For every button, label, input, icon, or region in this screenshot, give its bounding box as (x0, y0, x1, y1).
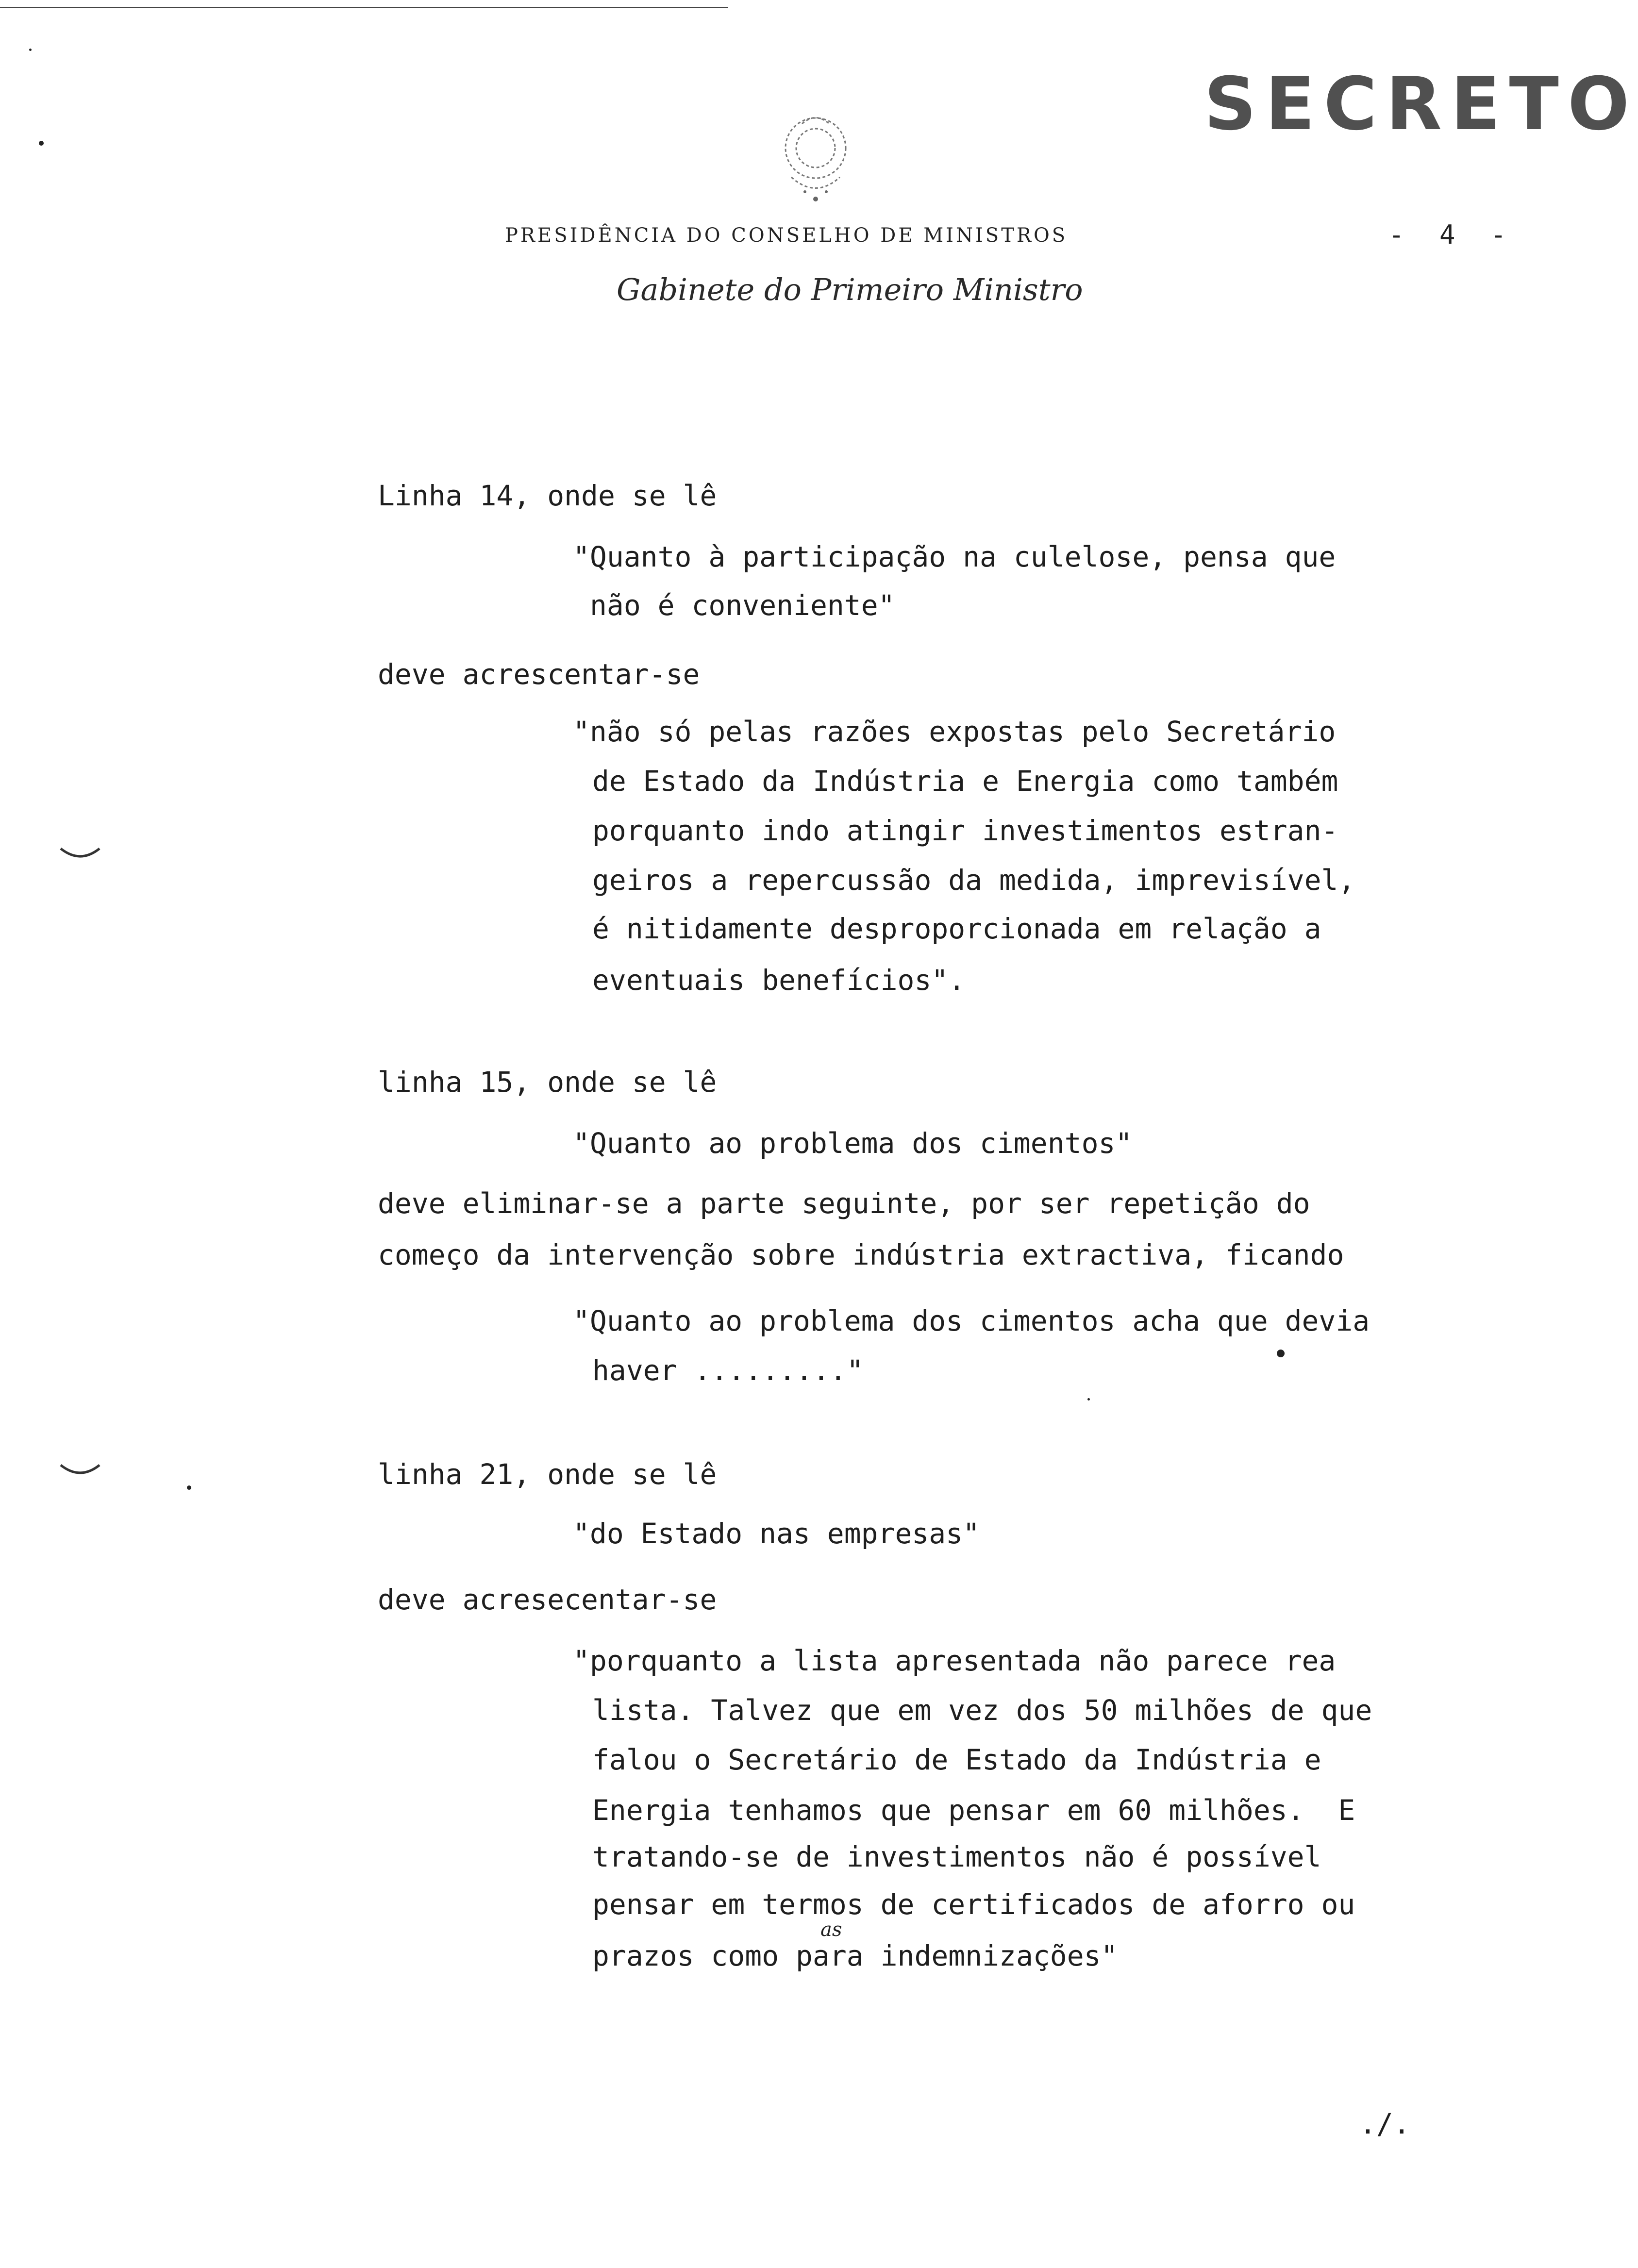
section-3-addition-line-7: prazos como para indemnizações" (592, 1939, 1118, 1972)
handwritten-insertion: as (820, 1918, 842, 1941)
section-1-lead: Linha 14, onde se lê (378, 479, 717, 512)
section-2-lead: linha 15, onde se lê (378, 1066, 717, 1099)
section-3-addition-line-3: falou o Secretário de Estado da Indústria e (592, 1743, 1321, 1776)
section-3-addition-line-5: tratando-se de investimentos não é possível (592, 1840, 1321, 1873)
section-1-addition-line-5: é nitidamente desproporcionada em relação a (592, 912, 1321, 945)
scan-speck (187, 1485, 191, 1490)
section-1-addition-line-1: "não só pelas razões expostas pelo Secretário (573, 715, 1336, 748)
section-1-quote-line-1: "Quanto à participação na culelose, pensa que (573, 540, 1336, 573)
section-3-addition-line-6: pensar em termos de certificados de aforro ou (592, 1888, 1355, 1921)
section-2-instruction-line-1: deve eliminar-se a parte seguinte, por ser repetição do (378, 1187, 1310, 1220)
section-1-quote-line-2: não é conveniente" (590, 589, 895, 622)
institution-title: PRESIDÊNCIA DO CONSELHO DE MINISTROS (505, 224, 1068, 247)
scan-speck (29, 49, 32, 51)
section-3-lead: linha 21, onde se lê (378, 1458, 717, 1491)
section-1-instruction: deve acrescentar-se (378, 658, 700, 691)
punch-hole-mark-icon (58, 845, 102, 864)
section-1-addition-line-4: geiros a repercussão da medida, imprevisível, (592, 864, 1355, 897)
section-2-addition-line-2: haver ........." (592, 1354, 864, 1387)
scan-speck (1277, 1350, 1285, 1357)
secreto-stamp: SECRETO (1204, 62, 1638, 147)
section-3-quote-line-1: "do Estado nas empresas" (573, 1517, 980, 1550)
section-3-addition-line-4: Energia tenhamos que pensar em 60 milhões. E (592, 1794, 1355, 1827)
section-2-instruction-line-2: começo da intervenção sobre indústria extractiva, ficando (378, 1238, 1344, 1271)
section-3-instruction: deve acresecentar-se (378, 1583, 717, 1616)
punch-hole-mark-icon (58, 1461, 102, 1481)
page-number: - 4 - (1388, 219, 1516, 250)
section-3-addition-line-2: lista. Talvez que em vez dos 50 milhões de que (592, 1694, 1372, 1727)
coat-of-arms-seal-icon (757, 95, 874, 211)
section-2-addition-line-1: "Quanto ao problema dos cimentos acha que devia (573, 1304, 1370, 1337)
scan-speck (1087, 1398, 1090, 1401)
section-3-addition-line-1: "porquanto a lista apresentada não parece rea (573, 1644, 1336, 1677)
section-1-addition-line-3: porquanto indo atingir investimentos estran- (592, 814, 1338, 847)
section-1-addition-line-6: eventuais benefícios". (592, 964, 966, 997)
section-1-addition-line-2: de Estado da Indústria e Energia como também (592, 765, 1338, 798)
continuation-mark: ./. (1359, 2107, 1410, 2140)
scan-speck (39, 141, 44, 146)
section-2-quote-line-1: "Quanto ao problema dos cimentos" (573, 1127, 1133, 1160)
cabinet-subtitle: Gabinete do Primeiro Ministro (617, 272, 1083, 307)
page-edge-line (0, 7, 728, 8)
